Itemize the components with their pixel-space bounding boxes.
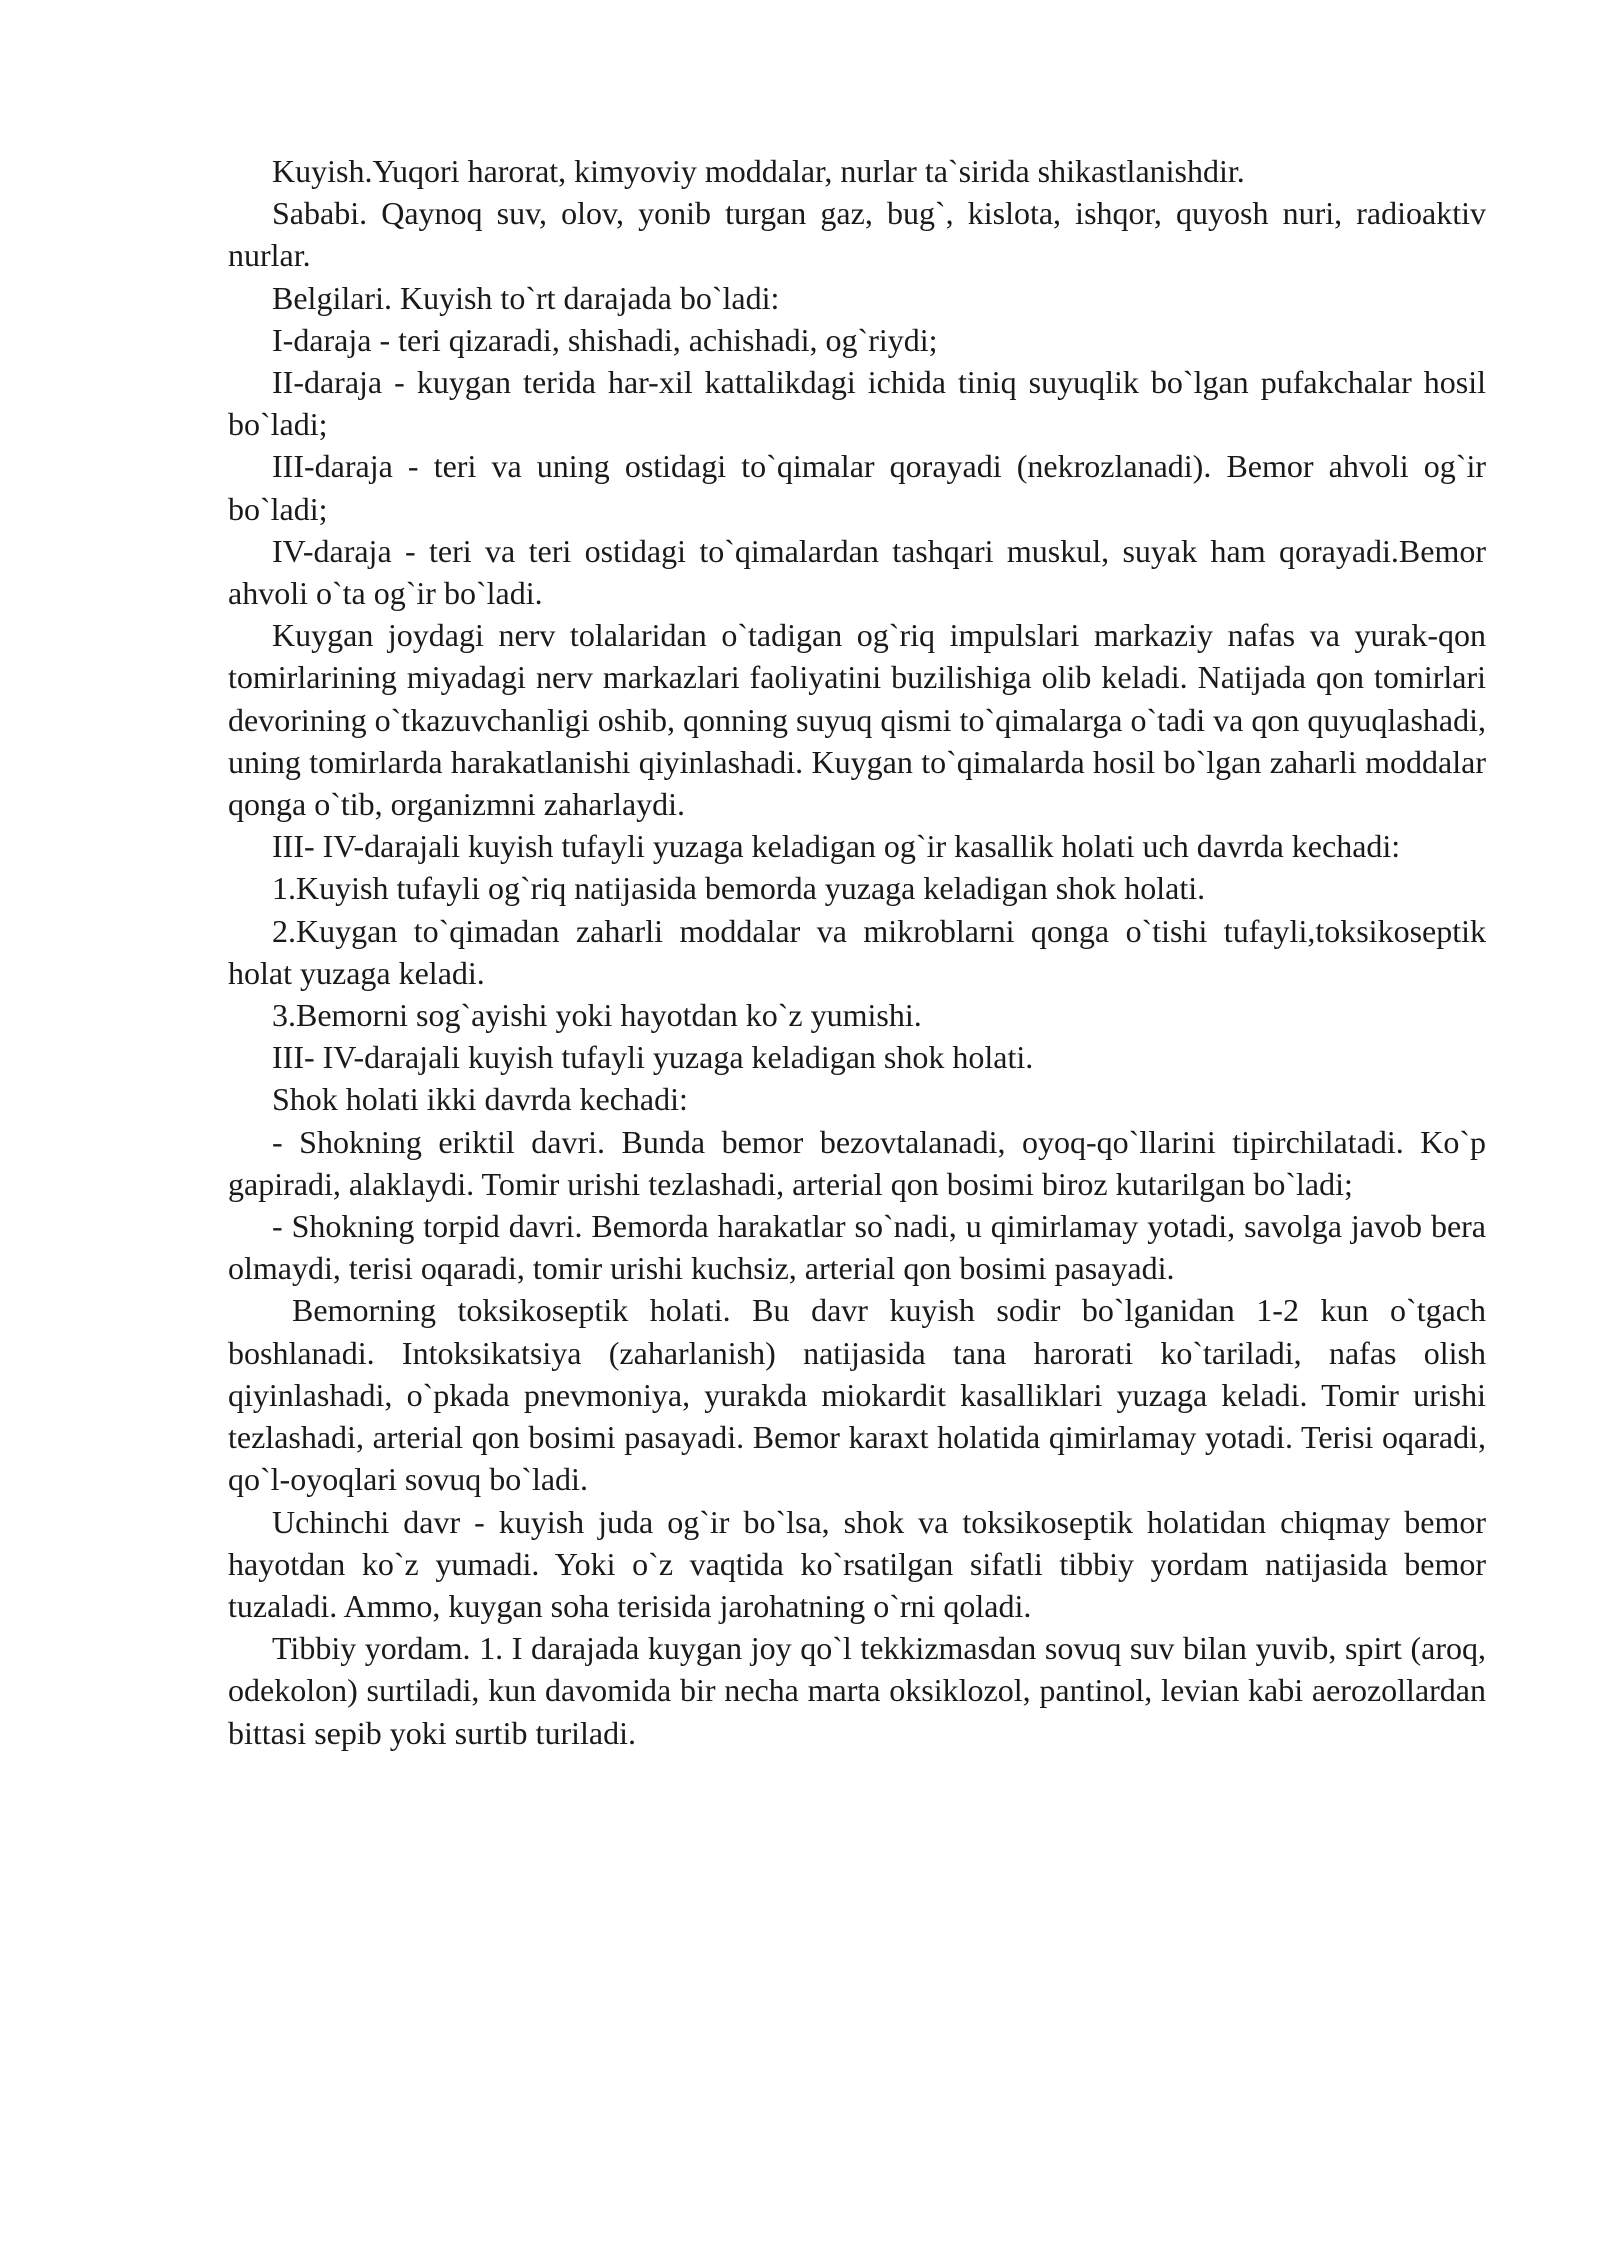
paragraph-degree-1: I-daraja - teri qizaradi, shishadi, achishadi, og`riydi; bbox=[272, 321, 938, 358]
paragraph-pathogenesis: Kuygan joydagi nerv tolalaridan o`tadigan og`riq impulslari markaziy nafas va yurak-qon tomirlarining miyadagi nerv markazlari faoliyatini buzilishiga olib keladi. Natijada qon tomirlari devorining o`tkazuvchanligi oshib, qonning suyuq qismi to`qimalarga o`tadi va qon quyuqlashadi, uning tomirlarda harakatlanishi qiyinlashadi. Kuygan to`qimalarda hosil bo`lgan zaharli moddalar qonga o`tib, organizmni zaharlaydi. bbox=[228, 617, 1486, 823]
paragraph-shock-heading: III- IV-darajali kuyish tufayli yuzaga keladigan shok holati. bbox=[272, 1039, 1034, 1076]
paragraph-definition: Kuyish.Yuqori harorat, kimyoviy moddalar, nurlar ta`sirida shikastlanishdir. bbox=[272, 153, 1245, 189]
paragraph-signs: Belgilari. Kuyish to`rt darajada bo`ladi: bbox=[272, 279, 780, 316]
paragraph-degree-3: III-daraja - teri va uning ostidagi to`qimalar qorayadi (nekrozlanadi). Bemor ahvoli og`ir bo`ladi; bbox=[228, 448, 1486, 527]
paragraph-degree-4: IV-daraja - teri va teri ostidagi to`qimalardan tashqari muskul, suyak ham qorayadi.Bemor ahvoli o`ta og`ir bo`ladi. bbox=[228, 532, 1486, 612]
paragraph-shock-phases: Shok holati ikki davrda kechadi: bbox=[272, 1081, 688, 1118]
list-item-torpid-phase: - Shokning torpid davri. Bemorda harakatlar so`nadi, u qimirlamay yotadi, savolga javob bera olmaydi, terisi oqaradi, tomir urishi kuchsiz, arterial qon bosimi pasayadi. bbox=[228, 1208, 1486, 1287]
list-item-erectile-phase: - Shokning eriktil davri. Bunda bemor bezovtalanadi, oyoq-qo`llarini tipirchilatadi. Ko`p gapiradi, alaklaydi. Tomir urishi tezlashadi, arterial qon bosimi biroz kutarilgan bo`ladi; bbox=[228, 1123, 1486, 1202]
paragraph-toxicoseptic: Bemorning toksikoseptik holati. Bu davr kuyish sodir bo`lganidan 1-2 kun o`tgach boshlanadi. Intoksikatsiya (zaharlanish) natijasida tana harorati ko`tariladi, nafas olish qiyinlashadi, o`pkada pnevmoniya, yurakda miokardit kasalliklari yuzaga keladi. Tomir urishi tezlashadi, arterial qon bosimi pasayadi. Bemor karaxt holatida qimirlamay yotadi. Terisi oqaradi, qo`l-oyoqlari sovuq bo`ladi. bbox=[228, 1292, 1486, 1498]
list-item-period-3: 3.Bemorni sog`ayishi yoki hayotdan ko`z yumishi. bbox=[272, 997, 922, 1034]
paragraph-cause: Sababi. Qaynoq suv, olov, yonib turgan gaz, bug`, kislota, ishqor, quyosh nuri, radioaktiv nurlar. bbox=[228, 195, 1486, 274]
paragraph-degree-2: II-daraja - kuygan terida har-xil kattalikdagi ichida tiniq suyuqlik bo`lgan pufakchalar hosil bo`ladi; bbox=[228, 364, 1486, 443]
paragraph-third-period: Uchinchi davr - kuyish juda og`ir bo`lsa, shok va toksikoseptik holatidan chiqmay bemor hayotdan ko`z yumadi. Yoki o`z vaqtida ko`rsatilgan sifatli tibbiy yordam natijasida bemor tuzaladi. Ammo, kuygan soha terisida jarohatning o`rni qoladi. bbox=[228, 1503, 1486, 1624]
paragraph-periods-intro: III- IV-darajali kuyish tufayli yuzaga keladigan og`ir kasallik holati uch davrda kechadi: bbox=[272, 828, 1401, 865]
list-item-period-2: 2.Kuygan to`qimadan zaharli moddalar va mikroblarni qonga o`tishi tufayli,toksikoseptik holat yuzaga keladi. bbox=[228, 912, 1486, 991]
document-page bbox=[228, 150, 1486, 1754]
list-item-period-1: 1.Kuyish tufayli og`riq natijasida bemorda yuzaga keladigan shok holati. bbox=[272, 870, 1206, 907]
paragraph-first-aid: Tibbiy yordam. 1. I darajada kuygan joy qo`l tekkizmasdan sovuq suv bilan yuvib, spirt (aroq, odekolon) surtiladi, kun davomida bir necha marta oksiklozol, pantinol, levian kabi aerozollardan bittasi sepib yoki surtib turiladi. bbox=[228, 1630, 1486, 1751]
